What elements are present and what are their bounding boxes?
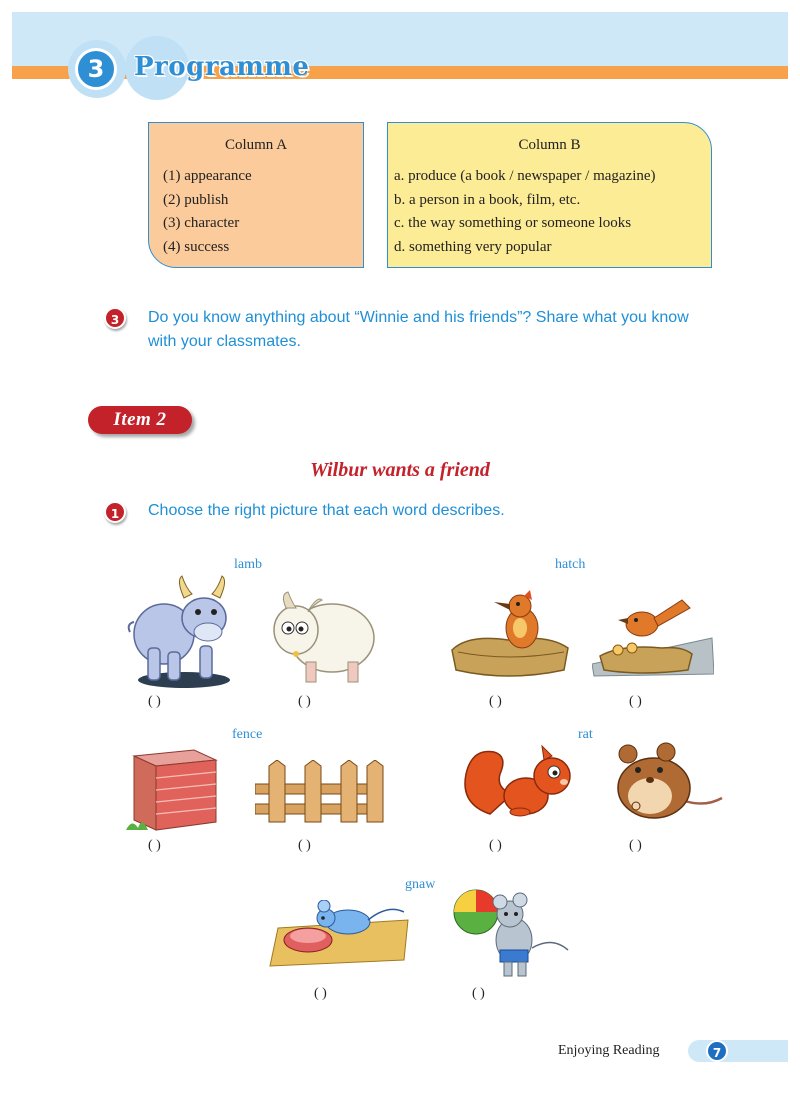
column-b-item: b. a person in a book, film, etc. [394, 191, 581, 208]
section-title: Programme [134, 52, 310, 82]
story-title: Wilbur wants a friend [310, 459, 490, 481]
answer-blank[interactable]: ( ) [314, 986, 327, 1001]
column-b-box [387, 122, 712, 268]
column-a-item: (1) appearance [163, 168, 252, 184]
word-rat: rat [578, 727, 593, 742]
squirrel-picture [460, 744, 582, 820]
answer-blank[interactable]: ( ) [472, 986, 485, 1001]
column-a-heading: Column A [224, 137, 288, 153]
column-b-item: c. the way something or someone looks [394, 215, 632, 231]
answer-blank[interactable]: ( ) [629, 694, 642, 709]
column-a-item: (4) success [163, 238, 230, 255]
section-number: 3 [75, 48, 117, 90]
answer-blank[interactable]: ( ) [489, 694, 502, 709]
answer-blank[interactable]: ( ) [489, 838, 502, 853]
page-number: 7 [706, 1040, 728, 1062]
column-a-box [148, 122, 364, 268]
bird-on-nest-picture [448, 590, 572, 678]
answer-blank[interactable]: ( ) [298, 838, 311, 853]
item-banner: Item 2 [88, 406, 192, 434]
column-b-item: a. produce (a book / newspaper / magazine) [394, 168, 656, 184]
answer-blank[interactable]: ( ) [148, 694, 161, 709]
word-lamb: lamb [234, 557, 262, 572]
question-1-text: Choose the right picture that each word describes. [148, 502, 505, 519]
footer-band [688, 1040, 788, 1062]
column-b-list [394, 165, 656, 259]
question-3-text: Do you know anything about “Winnie and his friends”? Share what you know with your classmates. [148, 309, 689, 350]
rat-picture [608, 740, 724, 820]
answer-blank[interactable]: ( ) [629, 838, 642, 853]
word-hatch: hatch [555, 557, 586, 572]
question-3-number: 3 [104, 307, 126, 329]
brick-wall-picture [124, 746, 222, 832]
book-title: Enjoying Reading [558, 1043, 660, 1058]
word-gnaw: gnaw [405, 877, 436, 892]
ox-picture [122, 572, 232, 690]
word-fence: fence [232, 727, 263, 742]
column-b-heading: Column B [518, 137, 581, 153]
chicks-hatching-picture [592, 598, 714, 678]
sheep-picture [266, 588, 378, 688]
mouse-gnawing-meat-picture [268, 900, 414, 970]
answer-blank[interactable]: ( ) [298, 694, 311, 709]
column-a-list [163, 165, 252, 259]
answer-blank[interactable]: ( ) [148, 838, 161, 853]
wooden-fence-picture [255, 760, 385, 826]
column-a-item: (3) character [163, 215, 240, 231]
column-a-item: (2) publish [163, 191, 229, 208]
mouse-with-ball-picture [448, 884, 572, 980]
question-1-number: 1 [104, 501, 126, 523]
column-b-item: d. something very popular [394, 238, 552, 255]
